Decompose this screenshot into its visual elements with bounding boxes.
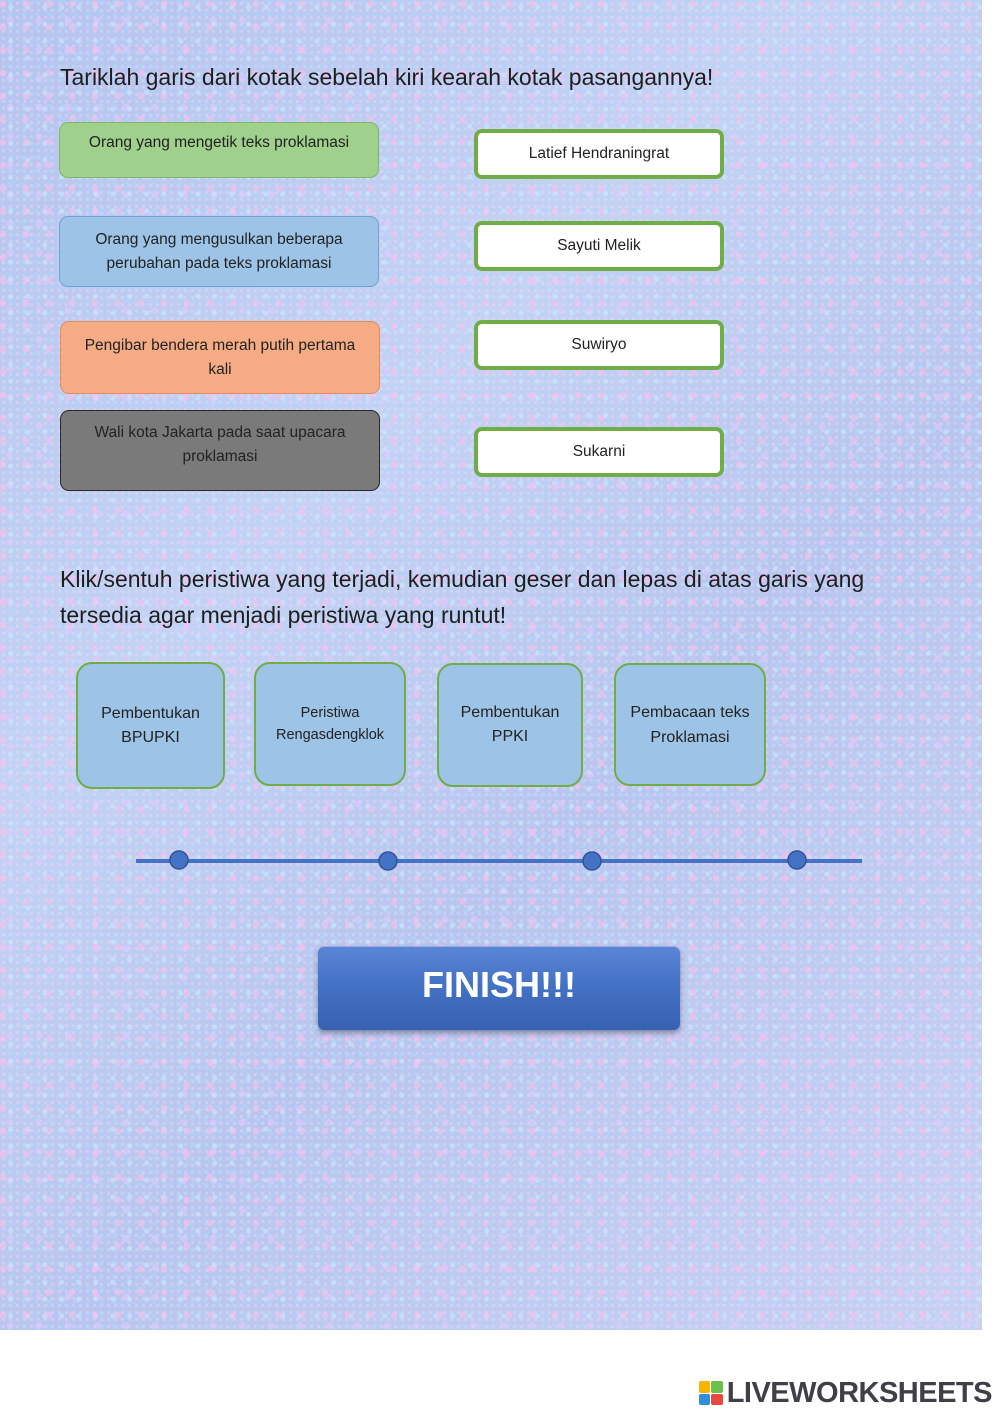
match-answer-4[interactable] xyxy=(474,427,724,477)
timeline-slot-3[interactable] xyxy=(583,852,601,870)
match-question-2-label: Orang yang mengusulkan beberapa perubahan pada teks proklamasi xyxy=(95,230,343,272)
match-answer-4-label: Sukarni xyxy=(572,443,626,460)
liveworksheets-brand[interactable] xyxy=(699,1376,992,1410)
timeline-slot-2[interactable] xyxy=(379,852,397,870)
draggable-event-4[interactable] xyxy=(614,663,766,786)
match-question-3-label: Pengibar bendera merah putih pertama kali xyxy=(84,336,356,378)
match-answer-1[interactable] xyxy=(474,129,724,179)
match-question-3[interactable] xyxy=(60,321,380,394)
timeline xyxy=(130,845,870,879)
draggable-event-3-label: Pembentukan PPKI xyxy=(460,704,560,745)
draggable-event-2[interactable] xyxy=(254,662,406,786)
match-question-4-label: Wali kota Jakarta pada saat upacara proklamasi xyxy=(94,424,346,465)
timeline-slot-1[interactable] xyxy=(170,851,188,869)
match-question-4[interactable] xyxy=(60,410,380,491)
liveworksheets-logo-icon xyxy=(699,1381,723,1405)
brand-name: LIVEWORKSHEETS xyxy=(726,1376,992,1409)
match-answer-2[interactable] xyxy=(474,221,724,271)
match-answer-2-label: Sayuti Melik xyxy=(557,237,641,254)
match-question-1-label: Orang yang mengetik teks proklamasi xyxy=(88,134,350,151)
draggable-event-2-label: Peristiwa Rengasdengklok xyxy=(275,705,385,743)
timeline-slot-4[interactable] xyxy=(788,851,806,869)
match-question-1[interactable] xyxy=(59,122,379,178)
draggable-event-3[interactable] xyxy=(437,663,583,787)
match-answer-3-label: Suwiryo xyxy=(571,336,627,353)
match-question-2[interactable] xyxy=(59,216,379,287)
draggable-event-1[interactable] xyxy=(76,662,225,789)
matching-instruction: Tariklah garis dari kotak sebelah kiri kearah kotak pasangannya! xyxy=(60,64,714,90)
sequencing-instruction: Klik/sentuh peristiwa yang terjadi, kemudian geser dan lepas di atas garis yang tersedia agar menjadi peristiwa yang runtut! xyxy=(60,566,865,628)
match-answer-3[interactable] xyxy=(474,320,724,370)
finish-button[interactable]: FINISH!!! xyxy=(318,946,680,1030)
draggable-event-4-label: Pembacaan teks Proklamasi xyxy=(630,703,750,746)
match-answer-1-label: Latief Hendraningrat xyxy=(528,145,670,162)
draggable-event-1-label: Pembentukan BPUPKI xyxy=(101,704,200,746)
